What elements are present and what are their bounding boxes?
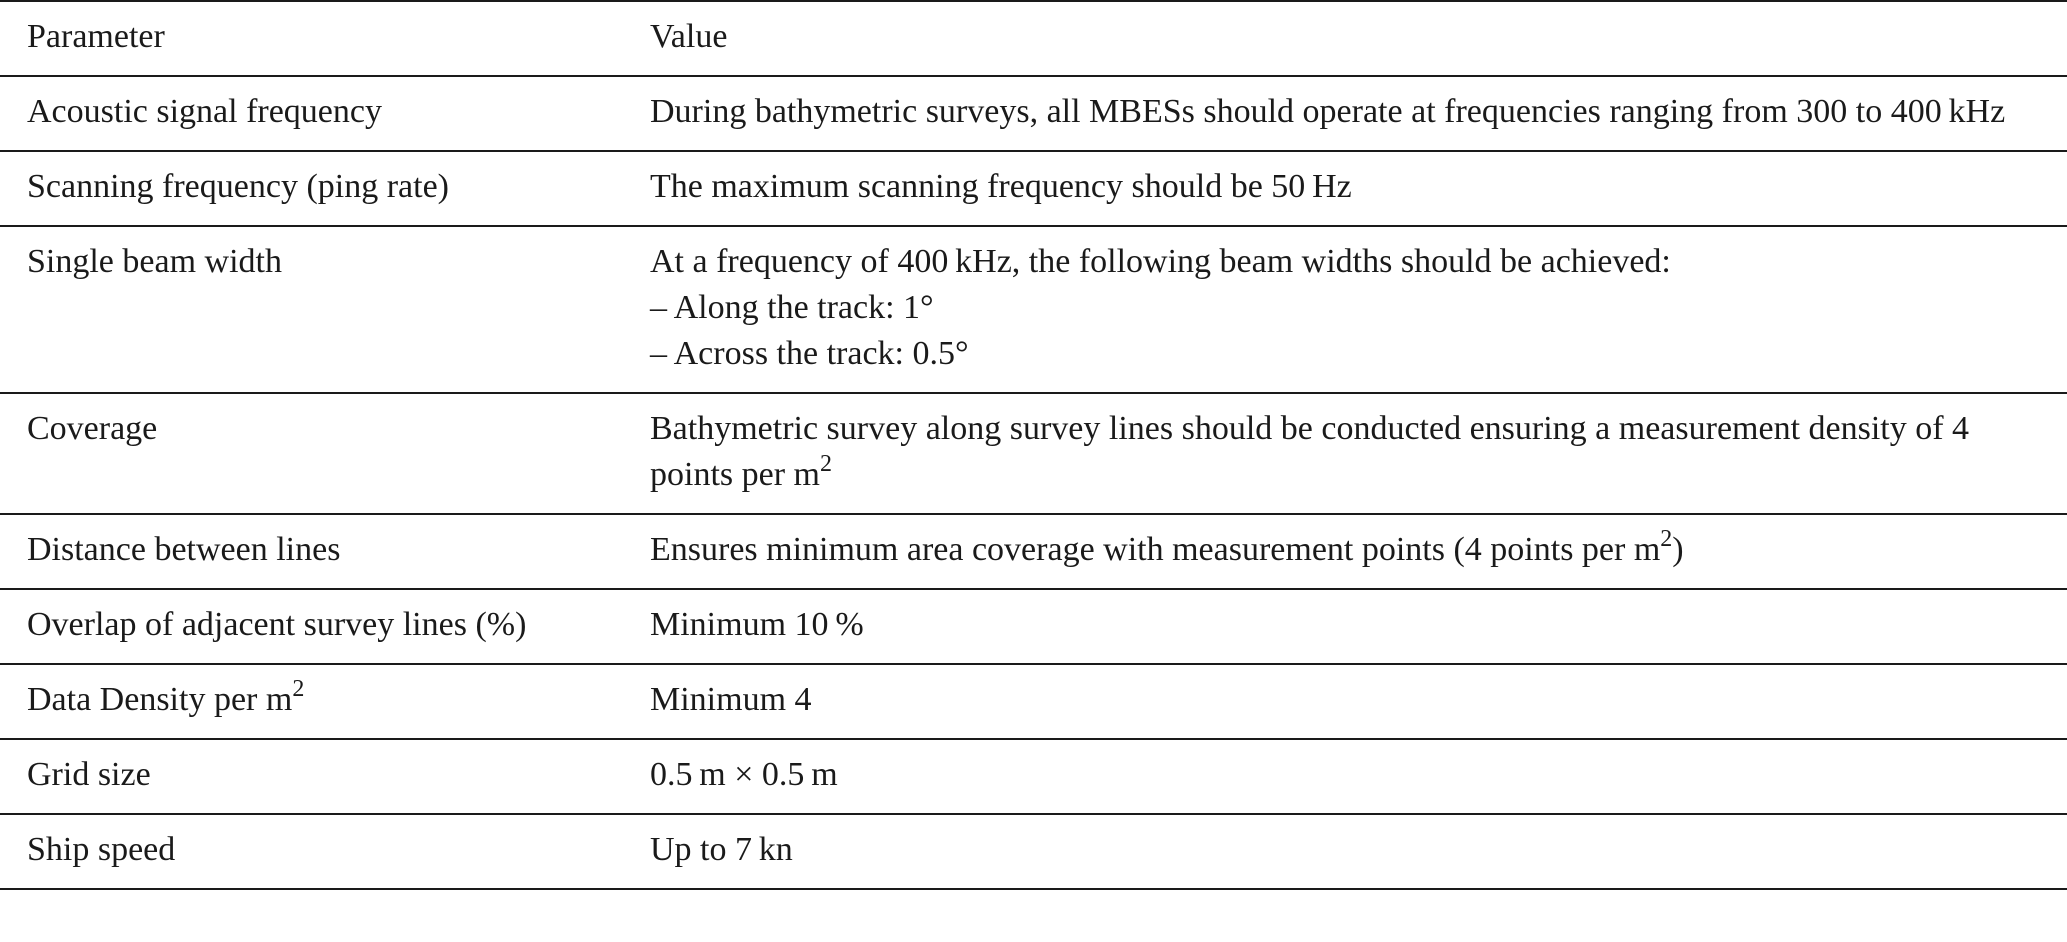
table-row — [0, 664, 2067, 739]
table-row — [0, 393, 2067, 514]
parameter-label: Grid size — [27, 756, 151, 793]
value-line-along-track: – Along the track: 1° — [650, 289, 934, 326]
value-line: At a frequency of 400 kHz, the following beam widths should be achieved: — [650, 243, 1671, 280]
value-cell — [625, 589, 2067, 664]
superscript: 2 — [1660, 525, 1673, 552]
value-text: Bathymetric survey along survey lines should be conducted ensuring a measurement density of 4 points per m — [650, 410, 1970, 493]
value-line-across-track: – Across the track: 0.5° — [650, 335, 969, 372]
value-cell — [625, 226, 2067, 393]
value-line: Minimum 10 % — [650, 606, 864, 643]
table-row — [0, 814, 2067, 889]
table-row — [0, 76, 2067, 151]
value-text: Ensures minimum area coverage with measurement points (4 points per m — [650, 531, 1661, 568]
value-cell — [625, 814, 2067, 889]
header-parameter-label: Parameter — [27, 18, 165, 55]
parameter-cell — [0, 514, 625, 589]
parameter-cell — [0, 664, 625, 739]
value-line: During bathymetric surveys, all MBESs should operate at frequencies ranging from 300 to 400 kHz — [650, 93, 2006, 130]
parameter-label: Scanning frequency (ping rate) — [27, 168, 449, 205]
value-cell — [625, 514, 2067, 589]
table-row — [0, 589, 2067, 664]
value-line: 0.5 m × 0.5 m — [650, 756, 838, 793]
value-cell — [625, 76, 2067, 151]
parameter-cell — [0, 393, 625, 514]
superscript: 2 — [819, 450, 832, 477]
table-header-row — [0, 1, 2067, 76]
parameter-label: Distance between lines — [27, 531, 341, 568]
parameter-label: Ship speed — [27, 831, 176, 868]
parameter-label: Single beam width — [27, 243, 282, 280]
value-line: Minimum 4 — [650, 681, 812, 718]
table-row — [0, 226, 2067, 393]
header-value-cell — [625, 1, 2067, 76]
parameter-cell — [0, 589, 625, 664]
parameter-cell — [0, 814, 625, 889]
value-line: The maximum scanning frequency should be 50 Hz — [650, 168, 1352, 205]
header-value-label: Value — [650, 18, 728, 55]
parameter-cell — [0, 226, 625, 393]
parameter-cell — [0, 739, 625, 814]
table-row — [0, 151, 2067, 226]
value-cell — [625, 151, 2067, 226]
parameter-cell — [0, 76, 625, 151]
parameter-label: Overlap of adjacent survey lines (%) — [27, 606, 527, 643]
value-text-after: ) — [1672, 531, 1684, 568]
superscript: 2 — [292, 675, 305, 702]
value-cell — [625, 664, 2067, 739]
value-line: Up to 7 kn — [650, 831, 793, 868]
value-cell — [625, 739, 2067, 814]
parameter-label: Data Density per m — [27, 681, 293, 718]
parameter-label: Coverage — [27, 410, 158, 447]
table-row — [0, 514, 2067, 589]
parameter-cell — [0, 151, 625, 226]
header-parameter-cell — [0, 1, 625, 76]
parameter-label: Acoustic signal frequency — [27, 93, 382, 130]
table-row — [0, 739, 2067, 814]
value-cell — [625, 393, 2067, 514]
